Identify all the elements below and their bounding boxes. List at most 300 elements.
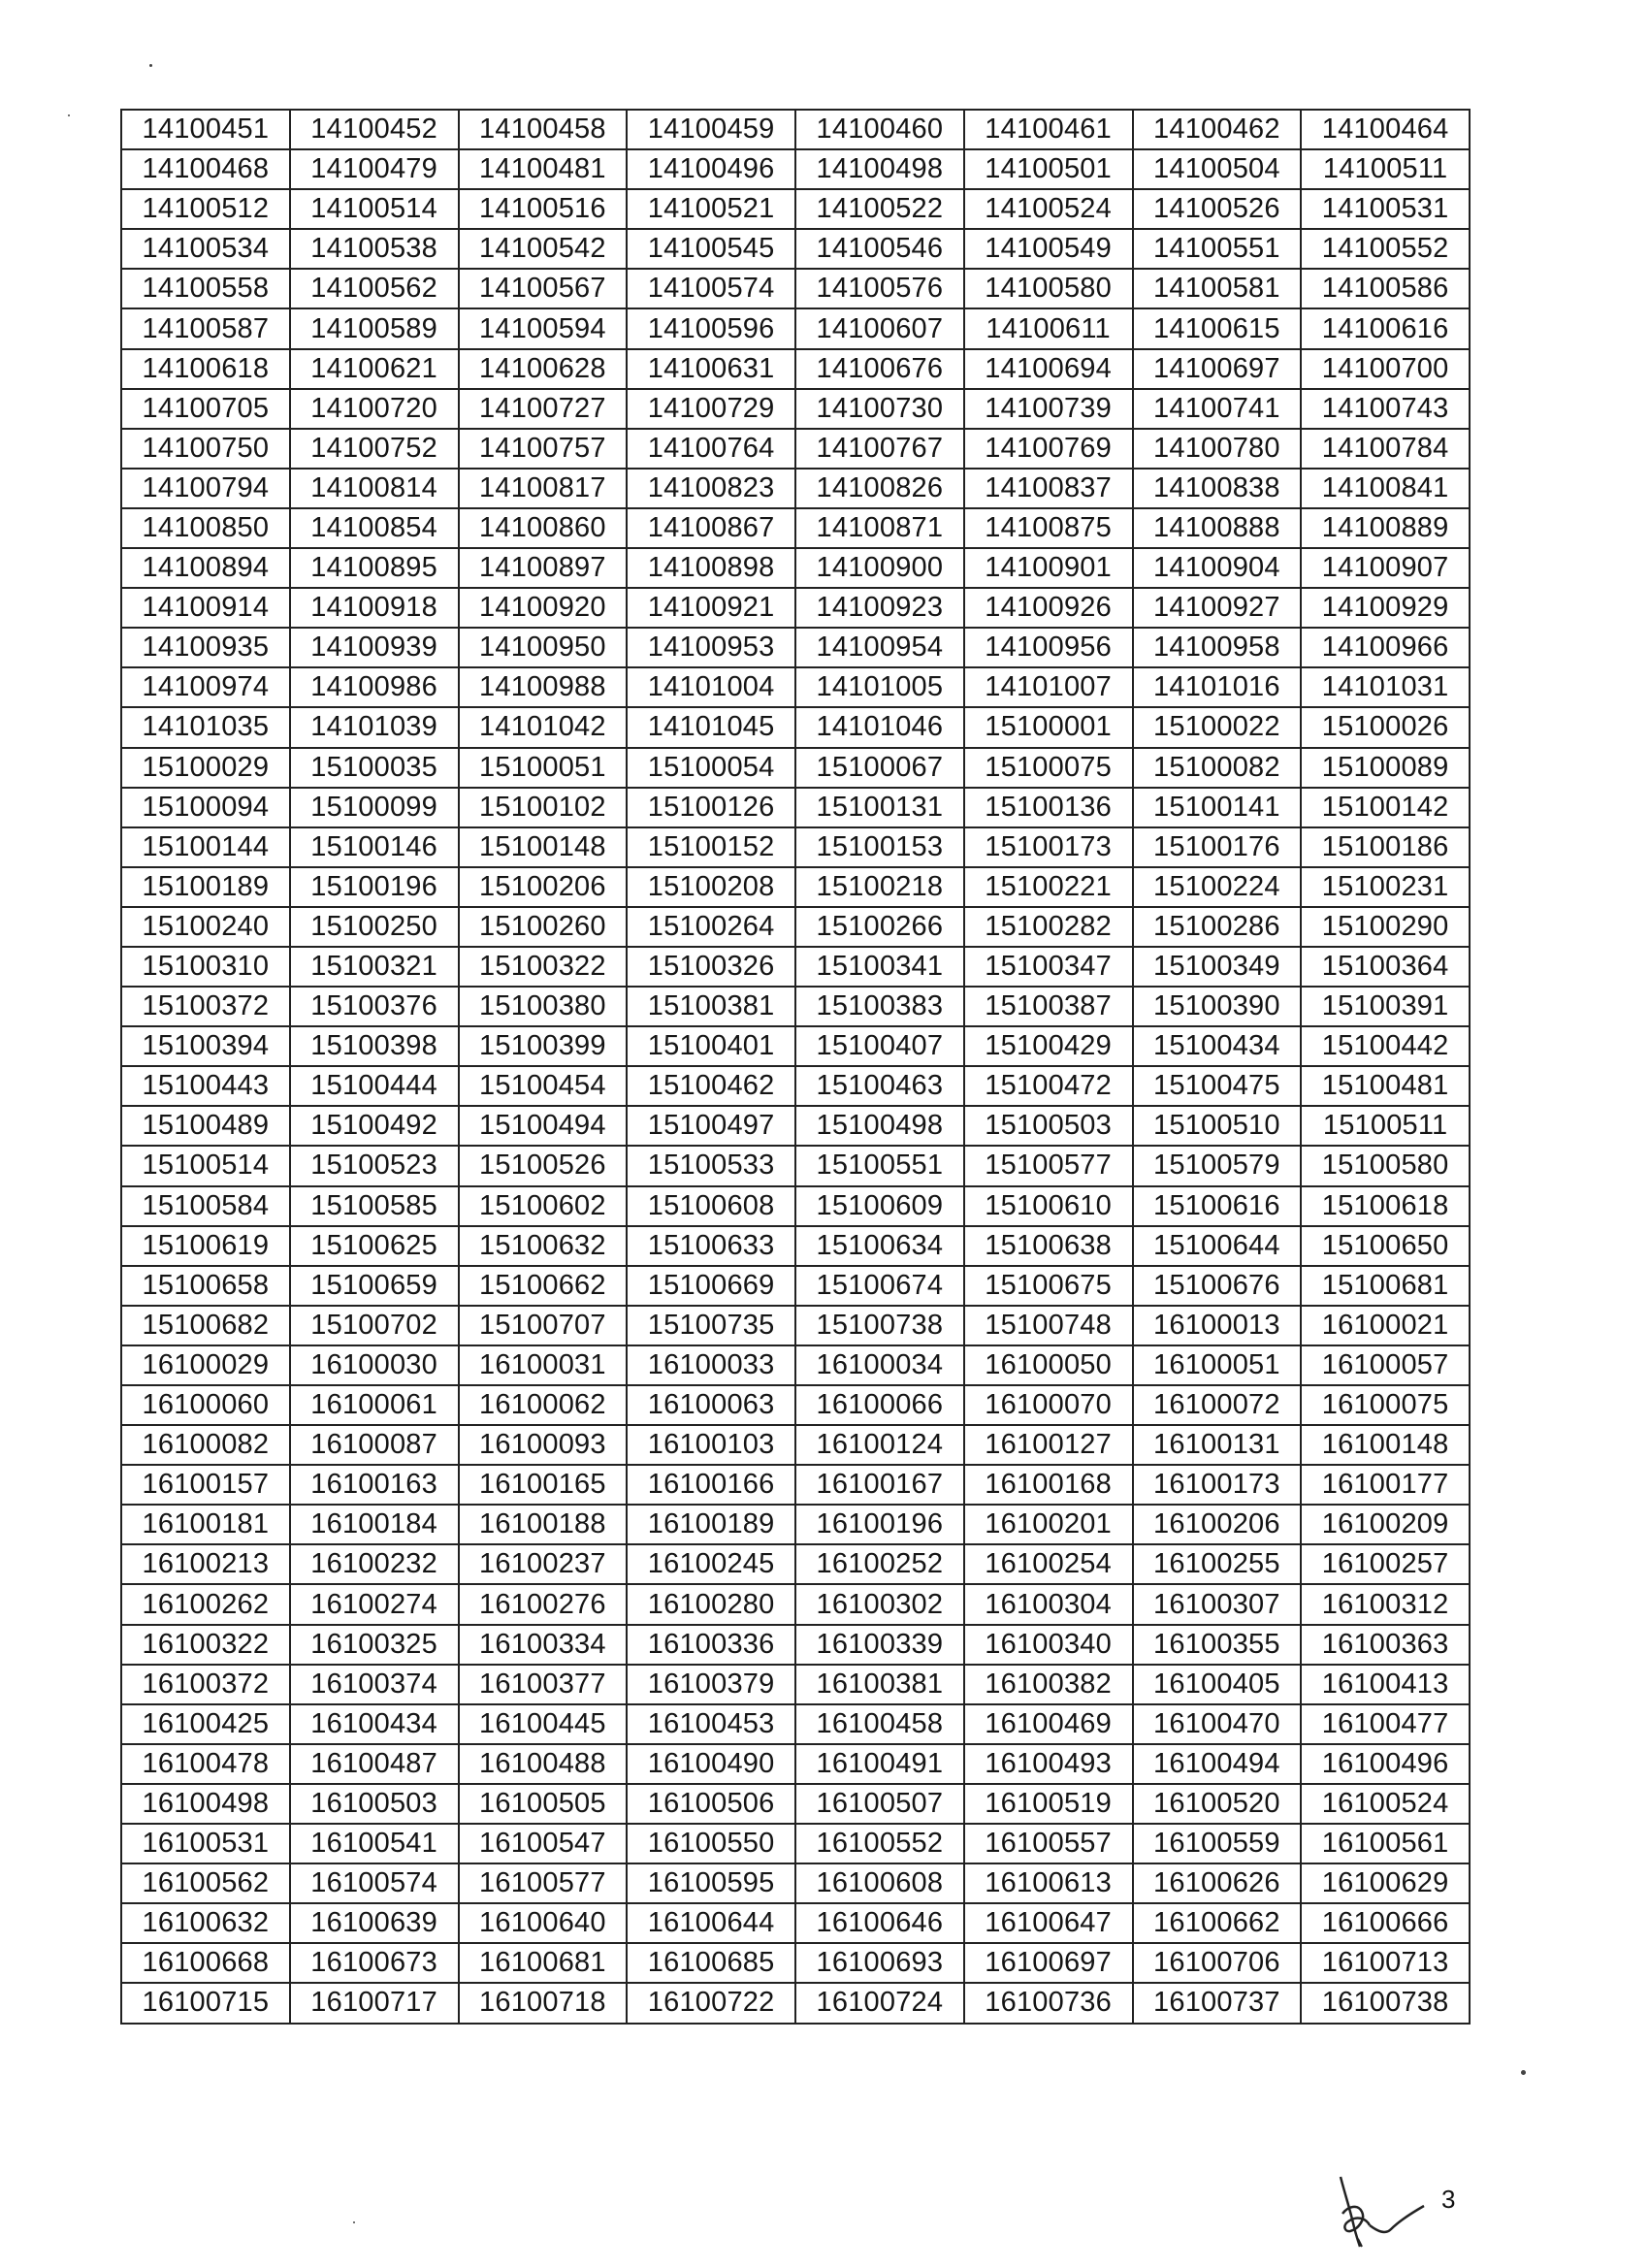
table-cell: 14100615 bbox=[1133, 308, 1302, 348]
table-row bbox=[121, 707, 1470, 747]
table-cell: 14100953 bbox=[627, 628, 795, 667]
table-cell: 16100722 bbox=[627, 1983, 795, 2023]
table-cell: 15100702 bbox=[290, 1306, 459, 1345]
table-cell: 15100618 bbox=[1301, 1186, 1470, 1226]
table-cell: 14100823 bbox=[627, 469, 795, 508]
table-cell: 14100461 bbox=[964, 110, 1133, 149]
table-cell: 14101039 bbox=[290, 707, 459, 747]
table-cell: 15100650 bbox=[1301, 1226, 1470, 1266]
table-cell: 14100616 bbox=[1301, 308, 1470, 348]
table-cell: 16100718 bbox=[459, 1983, 628, 2023]
table-cell: 16100177 bbox=[1301, 1465, 1470, 1505]
table-cell: 16100355 bbox=[1133, 1625, 1302, 1665]
table-row bbox=[121, 1026, 1470, 1066]
table-cell: 15100676 bbox=[1133, 1266, 1302, 1306]
table-row bbox=[121, 1106, 1470, 1146]
table-cell: 15100674 bbox=[795, 1266, 964, 1306]
table-cell: 14100895 bbox=[290, 548, 459, 588]
table-cell: 15100221 bbox=[964, 867, 1133, 907]
table-cell: 14100867 bbox=[627, 508, 795, 548]
table-row bbox=[121, 1544, 1470, 1584]
table-cell: 16100070 bbox=[964, 1385, 1133, 1425]
table-cell: 14100468 bbox=[121, 149, 290, 189]
table-cell: 14100974 bbox=[121, 667, 290, 707]
table-cell: 14100618 bbox=[121, 349, 290, 389]
table-cell: 16100131 bbox=[1133, 1425, 1302, 1465]
table-cell: 16100245 bbox=[627, 1544, 795, 1584]
table-cell: 14100562 bbox=[290, 269, 459, 308]
table-cell: 14100875 bbox=[964, 508, 1133, 548]
table-cell: 14100607 bbox=[795, 308, 964, 348]
table-row bbox=[121, 1186, 1470, 1226]
table-cell: 16100547 bbox=[459, 1824, 628, 1863]
table-row bbox=[121, 149, 1470, 189]
table-cell: 14100904 bbox=[1133, 548, 1302, 588]
table-cell: 16100640 bbox=[459, 1903, 628, 1943]
table-cell: 14100907 bbox=[1301, 548, 1470, 588]
table-cell: 16100103 bbox=[627, 1425, 795, 1465]
scan-speck bbox=[68, 114, 70, 116]
table-cell: 15100616 bbox=[1133, 1186, 1302, 1226]
table-cell: 16100374 bbox=[290, 1665, 459, 1704]
table-cell: 14100522 bbox=[795, 189, 964, 229]
table-cell: 15100224 bbox=[1133, 867, 1302, 907]
table-cell: 16100453 bbox=[627, 1704, 795, 1744]
table-cell: 15100364 bbox=[1301, 947, 1470, 987]
table-cell: 14100631 bbox=[627, 349, 795, 389]
table-cell: 14100452 bbox=[290, 110, 459, 149]
table-cell: 15100584 bbox=[121, 1186, 290, 1226]
table-cell: 14100750 bbox=[121, 429, 290, 469]
table-cell: 15100142 bbox=[1301, 788, 1470, 827]
table-cell: 15100231 bbox=[1301, 867, 1470, 907]
table-cell: 15100526 bbox=[459, 1146, 628, 1185]
table-cell: 15100585 bbox=[290, 1186, 459, 1226]
table-cell: 15100481 bbox=[1301, 1066, 1470, 1106]
table-row bbox=[121, 229, 1470, 269]
table-body bbox=[121, 110, 1470, 2024]
table-row bbox=[121, 1146, 1470, 1185]
table-cell: 14100526 bbox=[1133, 189, 1302, 229]
table-cell: 16100496 bbox=[1301, 1744, 1470, 1784]
table-cell: 16100693 bbox=[795, 1943, 964, 1983]
table-cell: 15100266 bbox=[795, 907, 964, 947]
table-cell: 16100681 bbox=[459, 1943, 628, 1983]
table-cell: 14100549 bbox=[964, 229, 1133, 269]
table-cell: 15100675 bbox=[964, 1266, 1133, 1306]
table-cell: 14100871 bbox=[795, 508, 964, 548]
table-cell: 14101045 bbox=[627, 707, 795, 747]
table-cell: 15100511 bbox=[1301, 1106, 1470, 1146]
table-cell: 14101007 bbox=[964, 667, 1133, 707]
table-cell: 15100609 bbox=[795, 1186, 964, 1226]
table-cell: 15100610 bbox=[964, 1186, 1133, 1226]
table-cell: 16100163 bbox=[290, 1465, 459, 1505]
table-cell: 14100451 bbox=[121, 110, 290, 149]
table-cell: 16100425 bbox=[121, 1704, 290, 1744]
table-cell: 15100035 bbox=[290, 748, 459, 788]
table-cell: 16100506 bbox=[627, 1784, 795, 1824]
table-cell: 15100462 bbox=[627, 1066, 795, 1106]
table-cell: 16100206 bbox=[1133, 1505, 1302, 1544]
table-cell: 15100551 bbox=[795, 1146, 964, 1185]
table-cell: 14100929 bbox=[1301, 588, 1470, 628]
table-cell: 16100165 bbox=[459, 1465, 628, 1505]
table-cell: 15100633 bbox=[627, 1226, 795, 1266]
table-cell: 15100321 bbox=[290, 947, 459, 987]
table-cell: 15100579 bbox=[1133, 1146, 1302, 1185]
table-cell: 16100738 bbox=[1301, 1983, 1470, 2023]
table-cell: 14100901 bbox=[964, 548, 1133, 588]
table-cell: 14101005 bbox=[795, 667, 964, 707]
table-cell: 16100021 bbox=[1301, 1306, 1470, 1345]
table-cell: 15100286 bbox=[1133, 907, 1302, 947]
table-cell: 14100730 bbox=[795, 389, 964, 429]
table-cell: 16100662 bbox=[1133, 1903, 1302, 1943]
table-cell: 16100166 bbox=[627, 1465, 795, 1505]
table-cell: 16100372 bbox=[121, 1665, 290, 1704]
table-cell: 15100173 bbox=[964, 827, 1133, 867]
table-cell: 14100780 bbox=[1133, 429, 1302, 469]
table-cell: 16100013 bbox=[1133, 1306, 1302, 1345]
table-cell: 16100487 bbox=[290, 1744, 459, 1784]
table-cell: 16100082 bbox=[121, 1425, 290, 1465]
table-cell: 14100838 bbox=[1133, 469, 1302, 508]
table-cell: 14100739 bbox=[964, 389, 1133, 429]
table-cell: 15100022 bbox=[1133, 707, 1302, 747]
table-cell: 16100063 bbox=[627, 1385, 795, 1425]
table-cell: 14100567 bbox=[459, 269, 628, 308]
table-cell: 14100458 bbox=[459, 110, 628, 149]
table-cell: 14100986 bbox=[290, 667, 459, 707]
table-cell: 16100494 bbox=[1133, 1744, 1302, 1784]
table-cell: 15100131 bbox=[795, 788, 964, 827]
table-row bbox=[121, 429, 1470, 469]
table-cell: 15100492 bbox=[290, 1106, 459, 1146]
table-cell: 15100208 bbox=[627, 867, 795, 907]
table-cell: 16100493 bbox=[964, 1744, 1133, 1784]
table-cell: 15100250 bbox=[290, 907, 459, 947]
table-cell: 14100534 bbox=[121, 229, 290, 269]
table-cell: 14100826 bbox=[795, 469, 964, 508]
table-cell: 15100372 bbox=[121, 987, 290, 1026]
table-cell: 16100262 bbox=[121, 1584, 290, 1624]
table-cell: 15100144 bbox=[121, 827, 290, 867]
table-cell: 16100254 bbox=[964, 1544, 1133, 1584]
table-row bbox=[121, 1784, 1470, 1824]
table-cell: 16100060 bbox=[121, 1385, 290, 1425]
table-cell: 14100511 bbox=[1301, 149, 1470, 189]
table-cell: 16100377 bbox=[459, 1665, 628, 1704]
table-cell: 14101042 bbox=[459, 707, 628, 747]
table-cell: 16100646 bbox=[795, 1903, 964, 1943]
table-cell: 16100184 bbox=[290, 1505, 459, 1544]
table-cell: 14100546 bbox=[795, 229, 964, 269]
table-cell: 15100390 bbox=[1133, 987, 1302, 1026]
table-cell: 15100681 bbox=[1301, 1266, 1470, 1306]
table-cell: 16100445 bbox=[459, 1704, 628, 1744]
table-cell: 14100628 bbox=[459, 349, 628, 389]
table-row bbox=[121, 389, 1470, 429]
table-cell: 15100349 bbox=[1133, 947, 1302, 987]
table-cell: 14100551 bbox=[1133, 229, 1302, 269]
table-cell: 16100237 bbox=[459, 1544, 628, 1584]
table-cell: 15100735 bbox=[627, 1306, 795, 1345]
table-cell: 14100498 bbox=[795, 149, 964, 189]
table-cell: 15100218 bbox=[795, 867, 964, 907]
roll-number-table bbox=[120, 109, 1471, 2025]
table-cell: 16100257 bbox=[1301, 1544, 1470, 1584]
table-cell: 16100715 bbox=[121, 1983, 290, 2023]
table-row bbox=[121, 907, 1470, 947]
table-cell: 15100206 bbox=[459, 867, 628, 907]
table-cell: 15100391 bbox=[1301, 987, 1470, 1026]
table-cell: 14100794 bbox=[121, 469, 290, 508]
table-cell: 15100153 bbox=[795, 827, 964, 867]
table-cell: 14100966 bbox=[1301, 628, 1470, 667]
table-cell: 16100173 bbox=[1133, 1465, 1302, 1505]
table-row bbox=[121, 469, 1470, 508]
table-cell: 16100157 bbox=[121, 1465, 290, 1505]
table-cell: 14100935 bbox=[121, 628, 290, 667]
table-cell: 14100729 bbox=[627, 389, 795, 429]
table-cell: 14101031 bbox=[1301, 667, 1470, 707]
table-row bbox=[121, 1465, 1470, 1505]
table-cell: 15100136 bbox=[964, 788, 1133, 827]
table-cell: 16100062 bbox=[459, 1385, 628, 1425]
table-cell: 15100659 bbox=[290, 1266, 459, 1306]
table-cell: 16100276 bbox=[459, 1584, 628, 1624]
table-cell: 15100310 bbox=[121, 947, 290, 987]
table-cell: 14100464 bbox=[1301, 110, 1470, 149]
table-cell: 16100666 bbox=[1301, 1903, 1470, 1943]
table-row bbox=[121, 1266, 1470, 1306]
table-cell: 14100594 bbox=[459, 308, 628, 348]
table-cell: 14100741 bbox=[1133, 389, 1302, 429]
table-cell: 14100956 bbox=[964, 628, 1133, 667]
table-row bbox=[121, 1983, 1470, 2023]
table-cell: 14101046 bbox=[795, 707, 964, 747]
table-cell: 15100001 bbox=[964, 707, 1133, 747]
table-cell: 15100148 bbox=[459, 827, 628, 867]
table-cell: 14100521 bbox=[627, 189, 795, 229]
table-cell: 15100381 bbox=[627, 987, 795, 1026]
table-cell: 16100363 bbox=[1301, 1625, 1470, 1665]
table-cell: 15100387 bbox=[964, 987, 1133, 1026]
table-cell: 14100850 bbox=[121, 508, 290, 548]
table-cell: 15100619 bbox=[121, 1226, 290, 1266]
table-cell: 15100401 bbox=[627, 1026, 795, 1066]
table-cell: 14100939 bbox=[290, 628, 459, 667]
table-cell: 15100152 bbox=[627, 827, 795, 867]
table-row bbox=[121, 1665, 1470, 1704]
table-cell: 15100176 bbox=[1133, 827, 1302, 867]
table-row bbox=[121, 1425, 1470, 1465]
table-cell: 15100399 bbox=[459, 1026, 628, 1066]
table-cell: 14100576 bbox=[795, 269, 964, 308]
table-cell: 14100504 bbox=[1133, 149, 1302, 189]
table-cell: 16100209 bbox=[1301, 1505, 1470, 1544]
table-row bbox=[121, 269, 1470, 308]
table-cell: 14100743 bbox=[1301, 389, 1470, 429]
table-cell: 16100061 bbox=[290, 1385, 459, 1425]
table-cell: 14100596 bbox=[627, 308, 795, 348]
table-cell: 15100434 bbox=[1133, 1026, 1302, 1066]
table-cell: 14100720 bbox=[290, 389, 459, 429]
table-cell: 16100405 bbox=[1133, 1665, 1302, 1704]
table-cell: 15100240 bbox=[121, 907, 290, 947]
table-cell: 16100737 bbox=[1133, 1983, 1302, 2023]
table-cell: 16100478 bbox=[121, 1744, 290, 1784]
table-row bbox=[121, 827, 1470, 867]
table-cell: 16100325 bbox=[290, 1625, 459, 1665]
table-cell: 16100557 bbox=[964, 1824, 1133, 1863]
table-cell: 15100067 bbox=[795, 748, 964, 788]
table-cell: 15100523 bbox=[290, 1146, 459, 1185]
table-cell: 14100841 bbox=[1301, 469, 1470, 508]
table-cell: 15100602 bbox=[459, 1186, 628, 1226]
table-cell: 14101004 bbox=[627, 667, 795, 707]
table-cell: 16100188 bbox=[459, 1505, 628, 1544]
table-cell: 14100496 bbox=[627, 149, 795, 189]
table-cell: 15100510 bbox=[1133, 1106, 1302, 1146]
table-row bbox=[121, 867, 1470, 907]
table-cell: 16100520 bbox=[1133, 1784, 1302, 1824]
table-cell: 14101035 bbox=[121, 707, 290, 747]
table-cell: 16100577 bbox=[459, 1863, 628, 1903]
table-cell: 14100621 bbox=[290, 349, 459, 389]
table-cell: 16100629 bbox=[1301, 1863, 1470, 1903]
table-cell: 16100541 bbox=[290, 1824, 459, 1863]
table-cell: 14100705 bbox=[121, 389, 290, 429]
table-cell: 16100339 bbox=[795, 1625, 964, 1665]
table-cell: 15100463 bbox=[795, 1066, 964, 1106]
table-cell: 15100322 bbox=[459, 947, 628, 987]
table-cell: 16100148 bbox=[1301, 1425, 1470, 1465]
table-cell: 15100089 bbox=[1301, 748, 1470, 788]
scan-speck bbox=[353, 2221, 355, 2223]
table-cell: 15100738 bbox=[795, 1306, 964, 1345]
table-cell: 15100380 bbox=[459, 987, 628, 1026]
table-cell: 16100051 bbox=[1133, 1345, 1302, 1385]
table-cell: 15100632 bbox=[459, 1226, 628, 1266]
table-cell: 16100087 bbox=[290, 1425, 459, 1465]
table-cell: 15100454 bbox=[459, 1066, 628, 1106]
table-cell: 16100724 bbox=[795, 1983, 964, 2023]
table-cell: 14100586 bbox=[1301, 269, 1470, 308]
table-cell: 16100167 bbox=[795, 1465, 964, 1505]
table-cell: 15100264 bbox=[627, 907, 795, 947]
table-cell: 15100146 bbox=[290, 827, 459, 867]
table-cell: 16100413 bbox=[1301, 1665, 1470, 1704]
table-cell: 14100545 bbox=[627, 229, 795, 269]
table-cell: 15100707 bbox=[459, 1306, 628, 1345]
table-cell: 15100514 bbox=[121, 1146, 290, 1185]
table-row bbox=[121, 748, 1470, 788]
table-cell: 16100524 bbox=[1301, 1784, 1470, 1824]
table-cell: 14100920 bbox=[459, 588, 628, 628]
table-cell: 16100644 bbox=[627, 1903, 795, 1943]
table-cell: 16100613 bbox=[964, 1863, 1133, 1903]
table-cell: 14100727 bbox=[459, 389, 628, 429]
table-cell: 15100102 bbox=[459, 788, 628, 827]
table-cell: 14100889 bbox=[1301, 508, 1470, 548]
table-cell: 14100512 bbox=[121, 189, 290, 229]
table-cell: 16100255 bbox=[1133, 1544, 1302, 1584]
table-cell: 16100034 bbox=[795, 1345, 964, 1385]
table-cell: 15100326 bbox=[627, 947, 795, 987]
table-cell: 16100031 bbox=[459, 1345, 628, 1385]
table-cell: 16100706 bbox=[1133, 1943, 1302, 1983]
table-cell: 14100531 bbox=[1301, 189, 1470, 229]
table-cell: 14100854 bbox=[290, 508, 459, 548]
table-cell: 16100713 bbox=[1301, 1943, 1470, 1983]
table-cell: 15100443 bbox=[121, 1066, 290, 1106]
table-cell: 14100697 bbox=[1133, 349, 1302, 389]
table-cell: 14100958 bbox=[1133, 628, 1302, 667]
table-cell: 14100524 bbox=[964, 189, 1133, 229]
table-cell: 16100507 bbox=[795, 1784, 964, 1824]
table-cell: 16100736 bbox=[964, 1983, 1133, 2023]
table-cell: 15100503 bbox=[964, 1106, 1133, 1146]
table-cell: 16100562 bbox=[121, 1863, 290, 1903]
table-cell: 16100626 bbox=[1133, 1863, 1302, 1903]
table-cell: 14100900 bbox=[795, 548, 964, 588]
table-cell: 16100379 bbox=[627, 1665, 795, 1704]
table-row bbox=[121, 1584, 1470, 1624]
table-cell: 15100282 bbox=[964, 907, 1133, 947]
table-cell: 16100280 bbox=[627, 1584, 795, 1624]
table-cell: 14100894 bbox=[121, 548, 290, 588]
table-cell: 16100189 bbox=[627, 1505, 795, 1544]
table-cell: 15100126 bbox=[627, 788, 795, 827]
table-row bbox=[121, 667, 1470, 707]
table-cell: 14100757 bbox=[459, 429, 628, 469]
table-cell: 14100927 bbox=[1133, 588, 1302, 628]
table-cell: 14100514 bbox=[290, 189, 459, 229]
table-cell: 16100552 bbox=[795, 1824, 964, 1863]
table-row bbox=[121, 1066, 1470, 1106]
table-cell: 14100587 bbox=[121, 308, 290, 348]
table-cell: 16100322 bbox=[121, 1625, 290, 1665]
table-cell: 16100498 bbox=[121, 1784, 290, 1824]
table-cell: 14100837 bbox=[964, 469, 1133, 508]
table-cell: 14100914 bbox=[121, 588, 290, 628]
table-cell: 14100459 bbox=[627, 110, 795, 149]
table-cell: 15100029 bbox=[121, 748, 290, 788]
table-cell: 16100127 bbox=[964, 1425, 1133, 1465]
table-row bbox=[121, 628, 1470, 667]
table-cell: 16100488 bbox=[459, 1744, 628, 1784]
table-cell: 14100988 bbox=[459, 667, 628, 707]
table-cell: 16100470 bbox=[1133, 1704, 1302, 1744]
table-cell: 15100082 bbox=[1133, 748, 1302, 788]
table-cell: 15100341 bbox=[795, 947, 964, 987]
table-cell: 14100752 bbox=[290, 429, 459, 469]
table-cell: 14100888 bbox=[1133, 508, 1302, 548]
table-cell: 15100186 bbox=[1301, 827, 1470, 867]
table-cell: 16100381 bbox=[795, 1665, 964, 1704]
scan-speck bbox=[149, 64, 152, 67]
table-cell: 14100814 bbox=[290, 469, 459, 508]
table-cell: 15100429 bbox=[964, 1026, 1133, 1066]
table-cell: 16100531 bbox=[121, 1824, 290, 1863]
table-cell: 16100340 bbox=[964, 1625, 1133, 1665]
table-cell: 15100054 bbox=[627, 748, 795, 788]
table-row bbox=[121, 1345, 1470, 1385]
table-row bbox=[121, 1226, 1470, 1266]
table-cell: 16100075 bbox=[1301, 1385, 1470, 1425]
